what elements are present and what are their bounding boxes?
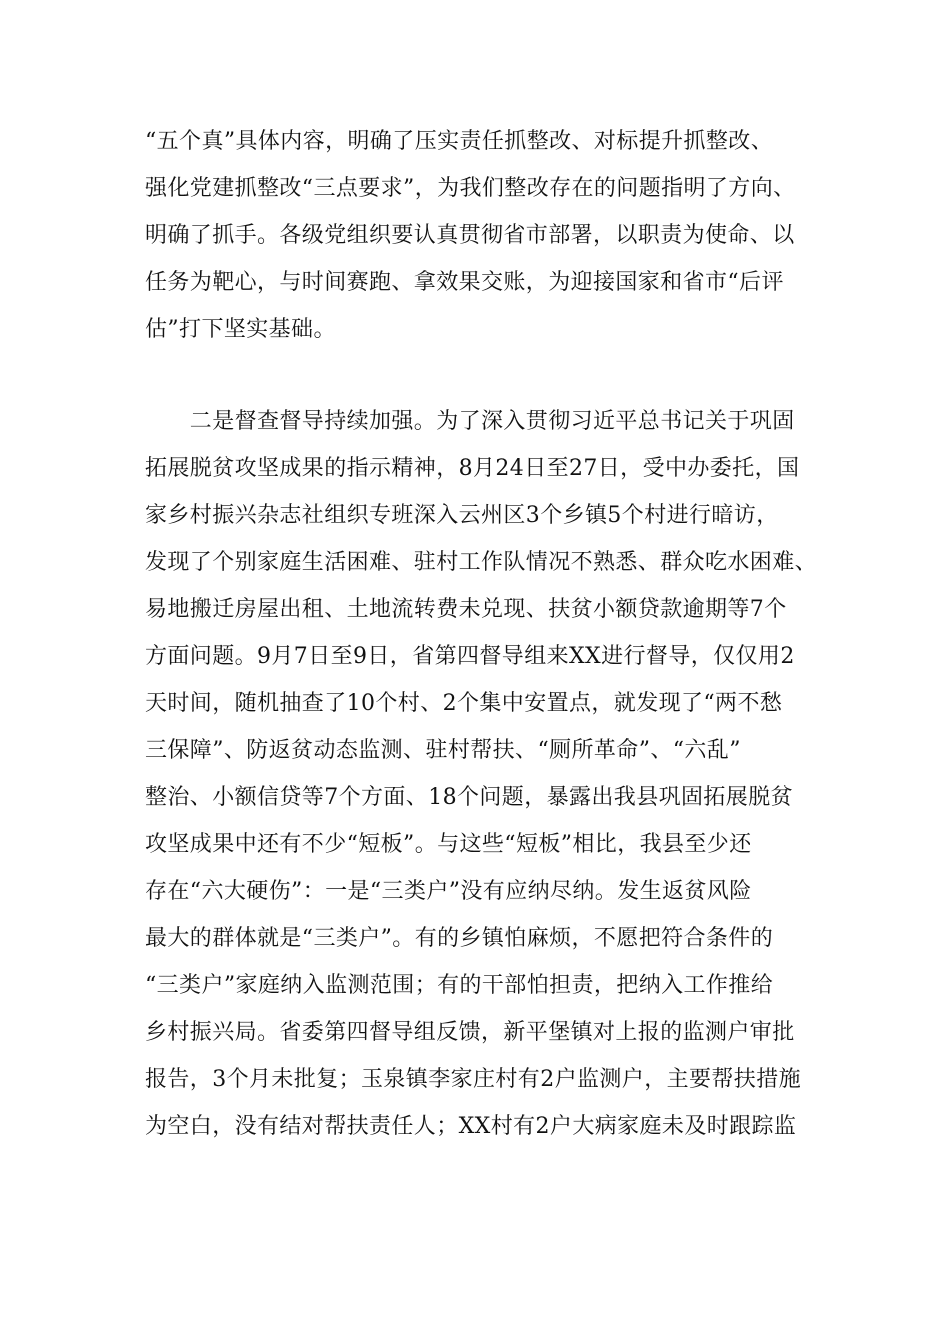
text-line: 存在“六大硬伤”：一是“三类户”没有应纳尽纳。发生返贫风险	[145, 879, 752, 904]
text-line: 二是督查督导持续加强。为了深入贯彻习近平总书记关于巩固	[145, 409, 795, 434]
text-line: 易地搬迁房屋出租、土地流转费未兑现、扶贫小额贷款逾期等7个	[145, 597, 787, 622]
text-line: 方面问题。9月7日至9日，省第四督导组来XX进行督导，仅仅用2	[145, 644, 795, 669]
text-line: “三类户”家庭纳入监测范围；有的干部怕担责，把纳入工作推给	[145, 973, 774, 998]
text-line: 发现了个别家庭生活困难、驻村工作队情况不熟悉、群众吃水困难、	[145, 550, 818, 575]
text-line: 家乡村振兴杂志社组织专班深入云州区3个乡镇5个村进行暗访，	[145, 503, 779, 528]
text-line: 为空白，没有结对帮扶责任人；XX村有2户大病家庭未及时跟踪监	[145, 1114, 797, 1139]
paragraph-2	[145, 398, 825, 1150]
text-line: 明确了抓手。各级党组织要认真贯彻省市部署，以职责为使命、以	[145, 223, 795, 248]
text-line: 三保障”、防返贫动态监测、驻村帮扶、“厕所革命”、“六乱”	[145, 738, 741, 763]
text-line: 报告，3个月未批复；玉泉镇李家庄村有2户监测户，主要帮扶措施	[145, 1067, 801, 1092]
text-line: “五个真”具体内容，明确了压实责任抓整改、对标提升抓整改、	[145, 129, 774, 154]
text-line: 攻坚成果中还有不少“短板”。与这些“短板”相比，我县至少还	[145, 832, 752, 857]
text-line: 强化党建抓整改“三点要求”，为我们整改存在的问题指明了方向、	[145, 176, 796, 201]
text-line: 估”打下坚实基础。	[145, 317, 336, 342]
text-line: 最大的群体就是“三类户”。有的乡镇怕麻烦，不愿把符合条件的	[145, 926, 774, 951]
text-line: 天时间，随机抽查了10个村、2个集中安置点，就发现了“两不愁	[145, 691, 783, 716]
text-line: 整治、小额信贷等7个方面、18个问题，暴露出我县巩固拓展脱贫	[145, 785, 793, 810]
text-line: 任务为靶心，与时间赛跑、拿效果交账，为迎接国家和省市“后评	[145, 270, 784, 295]
text-line: 拓展脱贫攻坚成果的指示精神，8月24日至27日，受中办委托，国	[145, 456, 800, 481]
text-line: 乡村振兴局。省委第四督导组反馈，新平堡镇对上报的监测户审批	[145, 1020, 795, 1045]
paragraph-1	[145, 118, 825, 353]
